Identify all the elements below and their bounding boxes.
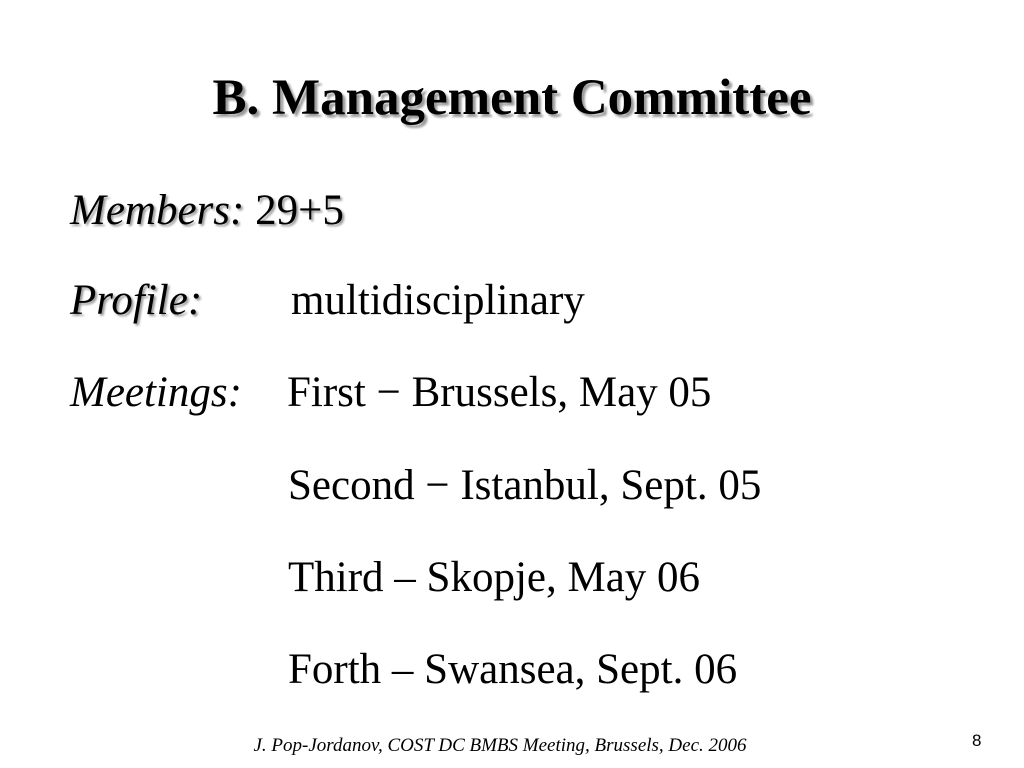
members-line: [70, 186, 344, 236]
slide-title: B. Management Committee: [212, 70, 812, 126]
meeting-item: Forth – Swansea, Sept. 06: [288, 646, 738, 693]
meetings-line: [0, 368, 1024, 418]
meeting-line: [0, 461, 1024, 511]
meeting-line: [0, 645, 1024, 695]
meetings-label: Meetings:: [70, 369, 242, 416]
members-value: 29+5: [255, 187, 344, 234]
profile-label: Profile:: [70, 277, 203, 324]
meeting-item: Third – Skopje, May 06: [288, 554, 701, 601]
page-number: 8: [972, 731, 982, 750]
meeting-item: Second − Istanbul, Sept. 05: [288, 462, 762, 509]
members-label: Members:: [70, 187, 245, 234]
profile-line: [0, 276, 1024, 326]
slide-footer: J. Pop-Jordanov, COST DC BMBS Meeting, Brussels, Dec. 2006: [253, 735, 747, 756]
profile-value: multidisciplinary: [291, 277, 585, 324]
meeting-item: First − Brussels, May 05: [287, 369, 712, 416]
meeting-line: [0, 553, 1024, 603]
